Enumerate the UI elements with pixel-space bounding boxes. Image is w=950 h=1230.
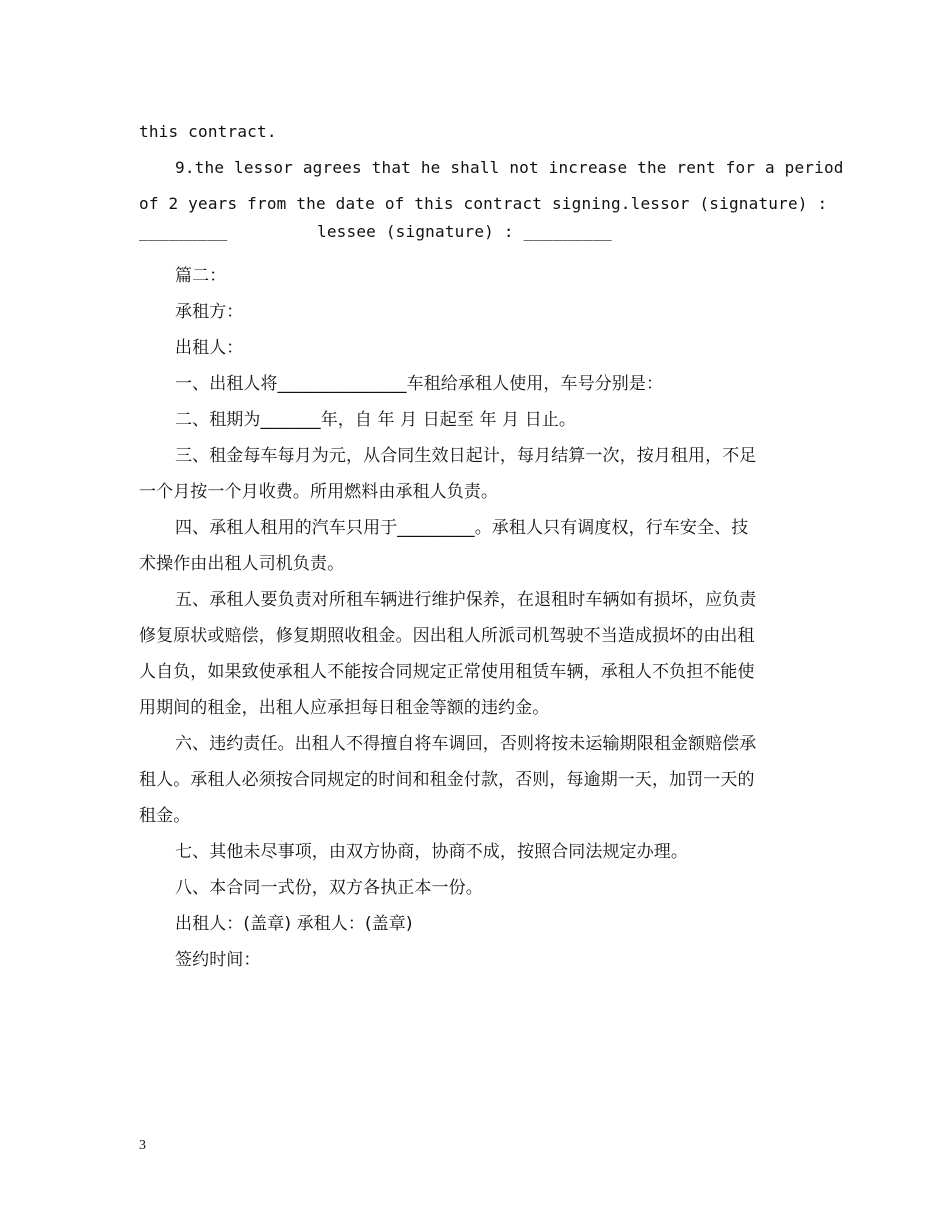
article-4-line-1: 四、承租人租用的汽车只用于_________。承租人只有调度权，行车安全、技 — [175, 518, 749, 538]
article-2: 二、租期为_______年，自 年 月 日起至 年 月 日止。 — [175, 410, 577, 430]
article-8: 八、本合同一式份，双方各执正本一份。 — [175, 878, 483, 898]
contract-text-line: this contract. — [139, 122, 277, 141]
section-title: 篇二： — [175, 266, 227, 286]
article-5-line-4: 用期间的租金，出租人应承担每日租金等额的违约金。 — [139, 698, 550, 718]
article-4-line-2: 术操作由出租人司机负责。 — [139, 554, 345, 574]
page-number: 3 — [139, 1138, 146, 1153]
article-7: 七、其他未尽事项，由双方协商，协商不成，按照合同法规定办理。 — [175, 842, 688, 862]
article-5-line-3: 人自负，如果致使承租人不能按合同规定正常使用租赁车辆，承租人不负担不能使 — [139, 662, 755, 682]
document-content — [139, 114, 844, 978]
article-3-line-1: 三、租金每车每月为元，从合同生效日起计，每月结算一次，按月租用，不足 — [175, 446, 757, 466]
signing-date-label: 签约时间： — [175, 950, 261, 970]
english-signature-row — [139, 222, 813, 258]
article-6-line-1: 六、违约责任。出租人不得擅自将车调回，否则将按未运输期限租金额赔偿承 — [175, 734, 757, 754]
lessor-label: 出租人： — [175, 338, 244, 358]
article-6-line-2: 租人。承租人必须按合同规定的时间和租金付款，否则，每逾期一天，加罚一天的 — [139, 770, 755, 790]
chinese-signature-line: 出租人：(盖章) 承租人：(盖章) — [175, 914, 413, 934]
lessor-signature-blank: _________ — [139, 222, 228, 241]
article-5-line-1: 五、承租人要负责对所租车辆进行维护保养，在退租时车辆如有损坏，应负责 — [175, 590, 757, 610]
article-6-line-3: 租金。 — [139, 806, 191, 826]
article-1: 一、出租人将_______________车租给承租人使用，车号分别是： — [175, 374, 664, 394]
clause-9-continuation: of 2 years from the date of this contract signing.lessor (signature) : — [139, 194, 828, 213]
clause-9-line: 9.the lessor agrees that he shall not increase the rent for a period — [175, 158, 844, 177]
tenant-label: 承租方： — [175, 302, 244, 322]
article-3-line-2: 一个月按一个月收费。所用燃料由承租人负责。 — [139, 482, 499, 502]
article-5-line-2: 修复原状或赔偿，修复期照收租金。因出租人所派司机驾驶不当造成损坏的由出租 — [139, 626, 755, 646]
lessee-signature-line: lessee (signature) : _________ — [317, 222, 612, 241]
